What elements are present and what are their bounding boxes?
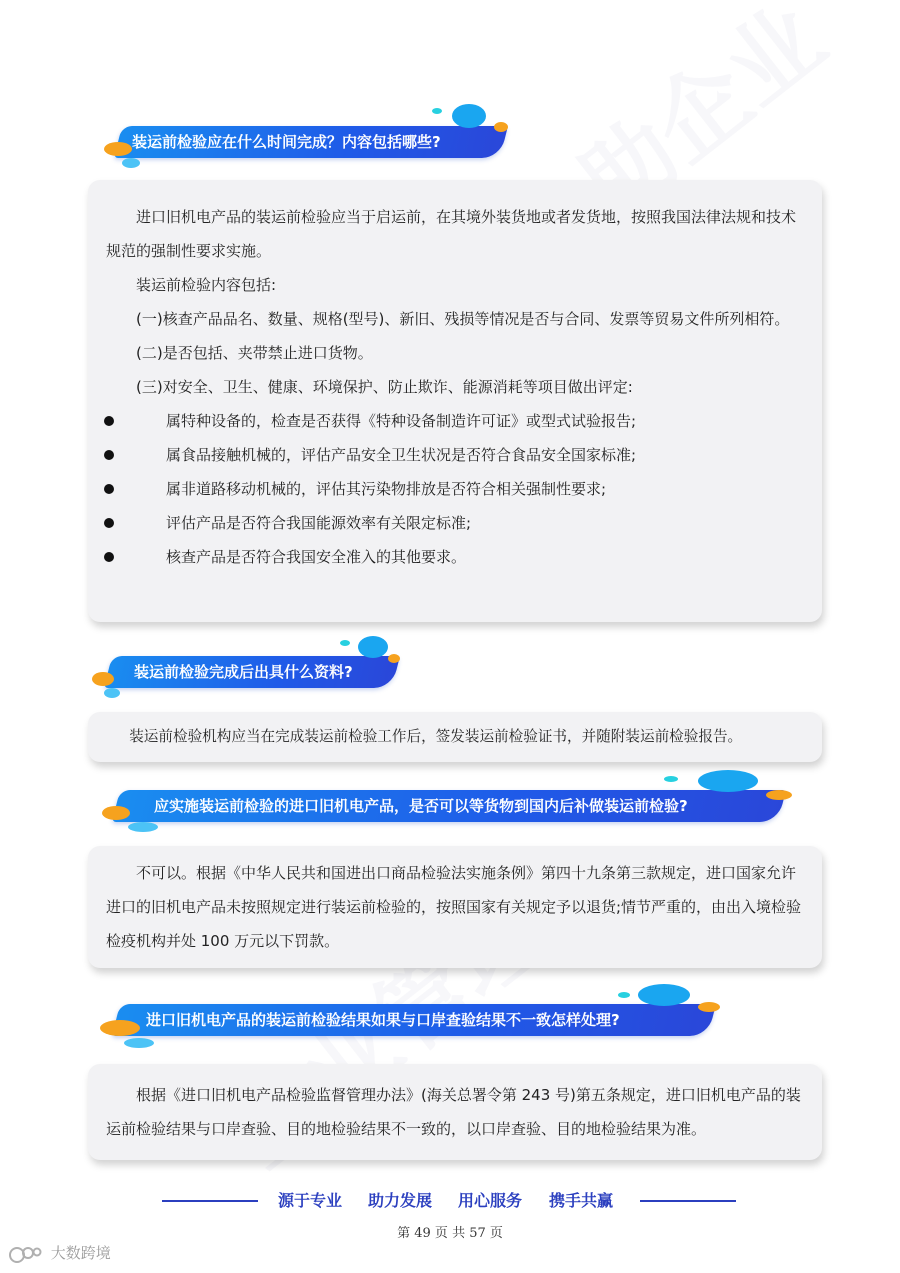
slogan-line-left (162, 1200, 258, 1202)
bullet-text: 属特种设备的，检查是否获得《特种设备制造许可证》或型式试验报告; (166, 412, 637, 430)
bullet-dot (104, 484, 114, 494)
answer-paragraph: (三)对安全、卫生、健康、环境保护、防止欺诈、能源消耗等项目做出评定: (136, 378, 633, 396)
decor-dot (618, 992, 630, 998)
decor-dot (128, 822, 158, 832)
bullet-item (136, 506, 806, 540)
decor-dot (638, 984, 690, 1006)
decor-dot (452, 104, 486, 128)
answer-paragraph: 不可以。根据《中华人民共和国进出口商品检验法实施条例》第四十九条第三款规定，进口国家允许进口的旧机电产品未按照规定进行装运前检验的，按照国家有关规定予以退货;情节严重的，由出入境检验检疫机构并处 100 万元以下罚款。 (106, 864, 802, 950)
question-header (98, 990, 728, 1046)
bullet-dot (104, 450, 114, 460)
bullet-item (136, 540, 806, 574)
decor-dot (340, 640, 350, 646)
brand-logo-icon (8, 1243, 44, 1265)
bullet-text: 属非道路移动机械的，评估其污染物排放是否符合相关强制性要求; (166, 480, 607, 498)
slogan-line-right (640, 1200, 736, 1202)
page-number: 第 49 页 共 57 页 (397, 1226, 503, 1241)
answer-paragraph: 进口旧机电产品的装运前检验应当于启运前，在其境外装货地或者发货地，按照我国法律法规和技术规范的强制性要求实施。 (106, 208, 797, 260)
answer-card (88, 712, 822, 762)
question-header (100, 112, 520, 168)
question-title: 装运前检验完成后出具什么资料? (134, 663, 353, 681)
slogan-item: 用心服务 (458, 1191, 523, 1210)
decor-dot (102, 806, 130, 820)
decor-dot (92, 672, 114, 686)
answer-paragraph: (二)是否包括、夹带禁止进口货物。 (136, 344, 373, 362)
question-title: 装运前检验应在什么时间完成？内容包括哪些? (132, 133, 441, 151)
decor-dot (100, 1020, 140, 1036)
decor-dot (122, 158, 140, 168)
bullet-dot (104, 416, 114, 426)
slogan-item: 源于专业 (278, 1191, 343, 1210)
answer-paragraph: 装运前检验内容包括: (136, 276, 277, 294)
bullet-text: 属食品接触机械的，评估产品安全卫生状况是否符合食品安全国家标准; (166, 446, 637, 464)
bullet-dot (104, 552, 114, 562)
decor-dot (104, 142, 132, 156)
bullet-item (136, 438, 806, 472)
bullet-text: 核查产品是否符合我国安全准入的其他要求。 (166, 548, 467, 566)
question-title: 进口旧机电产品的装运前检验结果如果与口岸查验结果不一致怎样处理? (146, 1011, 620, 1029)
decor-dot (124, 1038, 154, 1048)
question-header (98, 776, 798, 832)
decor-dot (698, 1002, 720, 1012)
decor-dot (104, 688, 120, 698)
answer-paragraph: 装运前检验机构应当在完成装运前检验工作后，签发装运前检验证书，并随附装运前检验报告。 (129, 728, 743, 745)
bullet-item (136, 404, 806, 438)
question-header (90, 642, 410, 698)
decor-dot (494, 122, 508, 132)
bullet-text: 评估产品是否符合我国能源效率有关限定标准; (166, 514, 472, 532)
bullet-dot (104, 518, 114, 528)
decor-dot (664, 776, 678, 782)
brand-watermark (8, 1240, 111, 1266)
slogan-item: 助力发展 (368, 1191, 433, 1210)
answer-paragraph: (一)核查产品品名、数量、规格(型号)、新旧、残损等情况是否与合同、发票等贸易文件所列相符。 (136, 310, 790, 328)
decor-dot (766, 790, 792, 800)
footer-slogan (0, 1186, 900, 1216)
decor-dot (388, 654, 400, 663)
decor-dot (358, 636, 388, 658)
answer-card (88, 846, 822, 968)
answer-card (88, 1064, 822, 1160)
bullet-item (136, 472, 806, 506)
answer-card (88, 180, 822, 622)
decor-dot (698, 770, 758, 792)
decor-dot (432, 108, 442, 114)
answer-paragraph: 根据《进口旧机电产品检验监督管理办法》(海关总署令第 243 号)第五条规定，进口旧机电产品的装运前检验结果与口岸查验、目的地检验结果不一致的，以口岸查验、目的地检验结果为准。 (106, 1086, 801, 1138)
brand-name: 大数跨境 (50, 1244, 111, 1262)
question-title: 应实施装运前检验的进口旧机电产品，是否可以等货物到国内后补做装运前检验? (154, 797, 688, 815)
slogan-item: 携手共赢 (549, 1191, 614, 1210)
